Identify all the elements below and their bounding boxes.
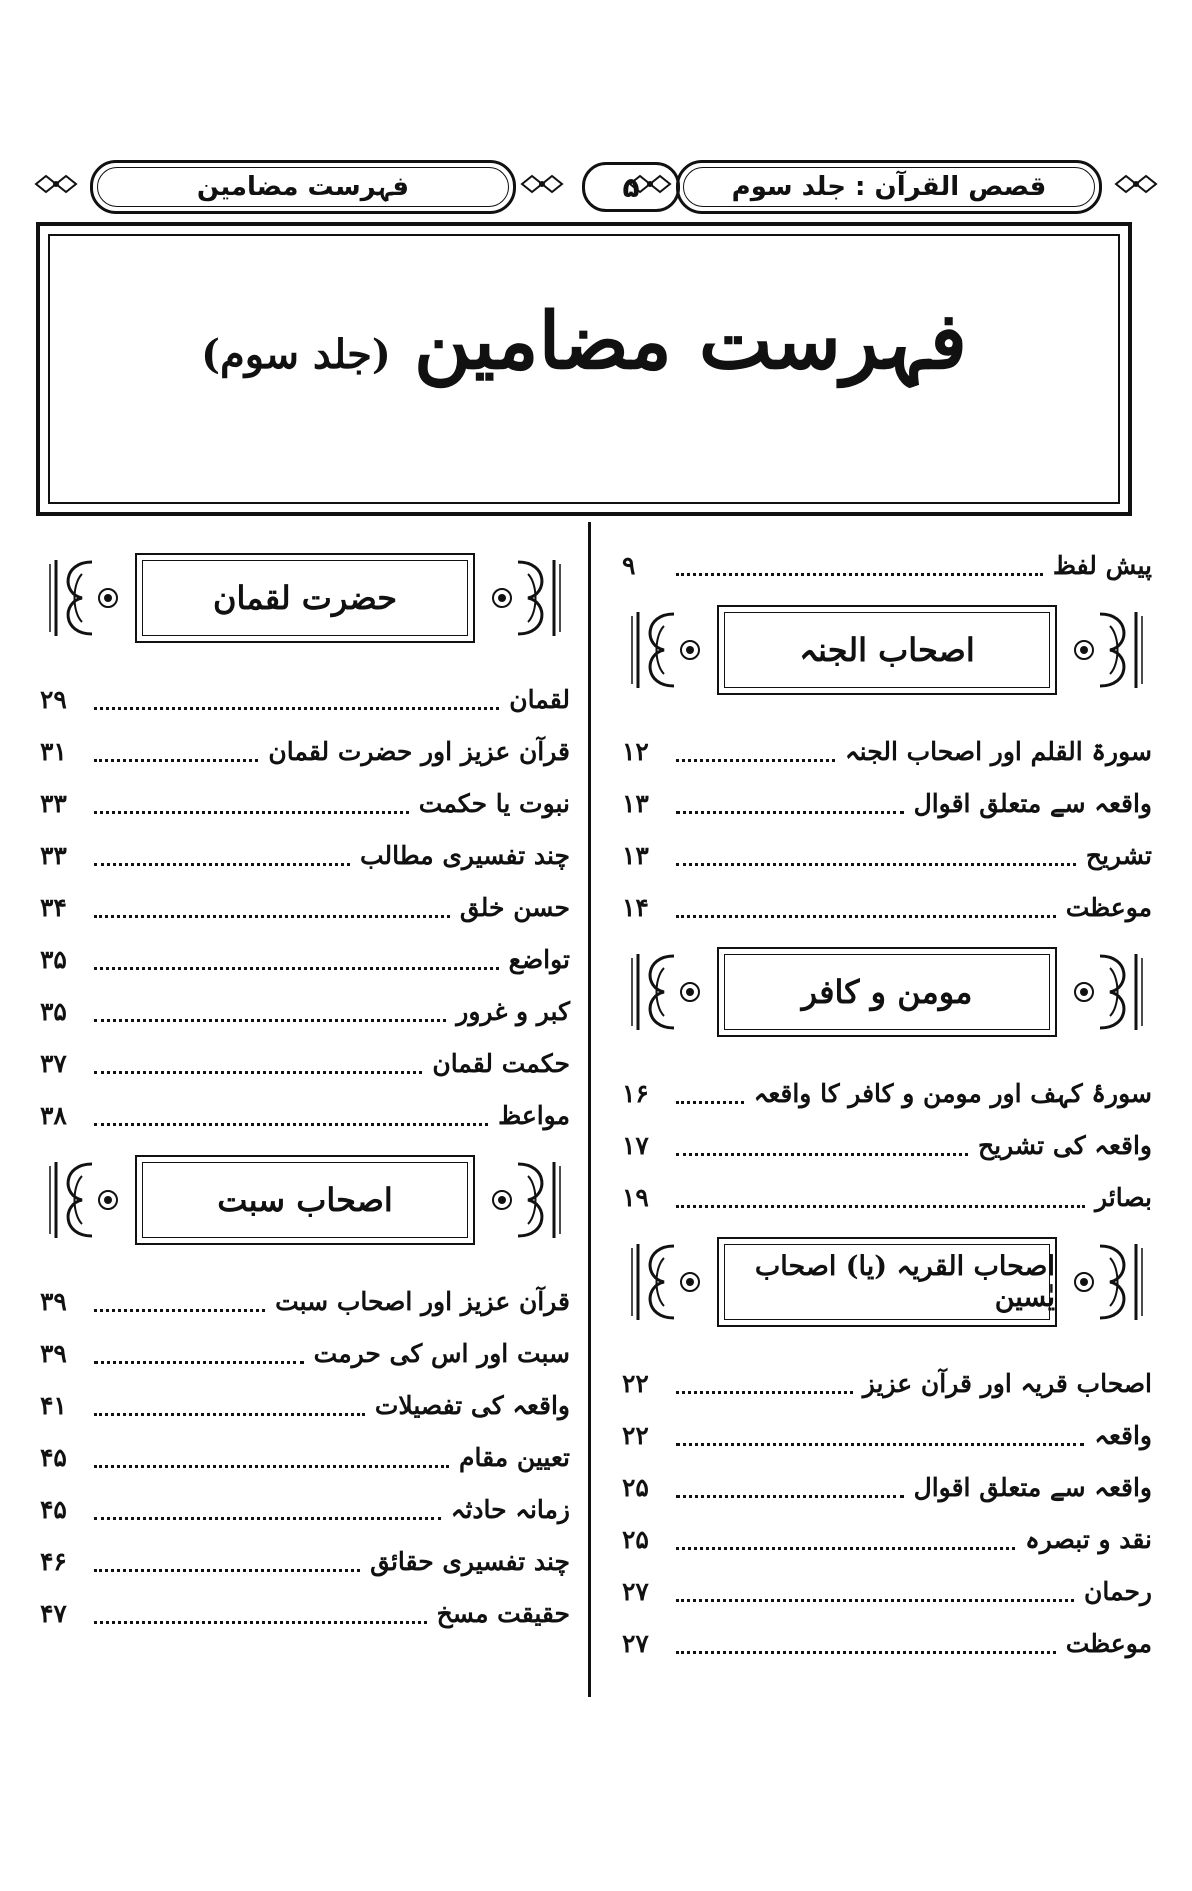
- ornamental-flourish-icon: [622, 606, 704, 694]
- toc-entry-page: ۴۷: [40, 1599, 67, 1628]
- toc-entry-title: واقعہ: [1094, 1421, 1152, 1450]
- dot-leader: [676, 863, 1076, 866]
- toc-entry: [622, 778, 1152, 830]
- section-title: مومن و کافر: [717, 947, 1057, 1037]
- dot-leader: [676, 759, 835, 762]
- toc-entry-page: ۳۳: [40, 841, 67, 870]
- section-title: اصحاب الجنہ: [717, 605, 1057, 695]
- dot-leader: [676, 1651, 1056, 1654]
- dot-leader: [676, 1101, 744, 1104]
- toc-entry: [622, 1566, 1152, 1618]
- diamond-ornament-icon: [1114, 170, 1158, 198]
- toc-entry: [40, 986, 570, 1038]
- toc-entry-title: لقمان: [509, 685, 570, 714]
- dot-leader: [94, 1123, 488, 1126]
- column-divider: [588, 522, 591, 1697]
- toc-entry-title: رحمان: [1084, 1577, 1152, 1606]
- dot-leader: [94, 967, 499, 970]
- ornamental-flourish-icon: [40, 1156, 122, 1244]
- page-number: ۵: [582, 162, 680, 212]
- title-box: [36, 222, 1132, 516]
- toc-entry-title: نبوت یا حکمت: [418, 789, 570, 818]
- toc-entry-page: ۴۱: [40, 1391, 67, 1420]
- diamond-ornament-icon: [34, 170, 78, 198]
- toc-entry-title: تعیین مقام: [459, 1443, 570, 1472]
- page-title: [40, 296, 1128, 387]
- toc-entry: [622, 1514, 1152, 1566]
- title-sub: (جلد سوم): [201, 331, 391, 378]
- toc-entry: [40, 1090, 570, 1142]
- dot-leader: [94, 1019, 446, 1022]
- dot-leader: [94, 1071, 422, 1074]
- ornamental-flourish-icon: [488, 1156, 570, 1244]
- ornamental-flourish-icon: [1070, 948, 1152, 1036]
- toc-entry-title: سورۃ القلم اور اصحاب الجنہ: [845, 737, 1152, 766]
- toc-entry-page: ۲۷: [622, 1629, 649, 1658]
- toc-entry-page: ۳۱: [40, 737, 67, 766]
- section-heading: [622, 600, 1152, 700]
- toc-entry: [40, 726, 570, 778]
- toc-entry-page: ۱۷: [622, 1131, 649, 1160]
- toc-entry: [40, 1380, 570, 1432]
- dot-leader: [94, 707, 499, 710]
- toc-entry-page: ۳۴: [40, 893, 67, 922]
- toc-entry-page: ۳۸: [40, 1101, 67, 1130]
- dot-leader: [94, 1413, 365, 1416]
- toc-column-left: [40, 540, 570, 1640]
- section-heading: [40, 548, 570, 648]
- toc-entry-title: واقعہ سے متعلق اقوال: [913, 789, 1152, 818]
- dot-leader: [676, 1443, 1084, 1446]
- section-title: اصحاب سبت: [135, 1155, 475, 1245]
- toc-entry: [40, 1484, 570, 1536]
- toc-entry-title: کبر و غرور: [456, 997, 570, 1026]
- toc-entry: [40, 1432, 570, 1484]
- book-title: قصص القرآن : جلد سوم: [676, 160, 1102, 214]
- toc-entry: [40, 1536, 570, 1588]
- ornamental-flourish-icon: [488, 554, 570, 642]
- toc-entry-page: ۲۲: [622, 1421, 649, 1450]
- toc-entry-page: ۳۹: [40, 1287, 67, 1316]
- toc-entry: [622, 1410, 1152, 1462]
- toc-entry-page: ۴۵: [40, 1495, 67, 1524]
- toc-entry-title: حقیقت مسخ: [436, 1599, 570, 1628]
- toc-entry-title: واقعہ کی تشریح: [978, 1131, 1152, 1160]
- toc-entry-title: واقعہ کی تفصیلات: [374, 1391, 570, 1420]
- toc-entry: [622, 1068, 1152, 1120]
- toc-entry: [622, 882, 1152, 934]
- toc-entry-title: واقعہ سے متعلق اقوال: [913, 1473, 1152, 1502]
- toc-entry-page: ۴۶: [40, 1547, 67, 1576]
- dot-leader: [94, 1621, 427, 1624]
- toc-entry-page: ۳۵: [40, 997, 67, 1026]
- dot-leader: [676, 1495, 904, 1498]
- toc-entry-page: ۲۹: [40, 685, 67, 714]
- toc-entry-title: پیش لفظ: [1052, 551, 1152, 580]
- toc-entry: [622, 1618, 1152, 1670]
- dot-leader: [94, 759, 258, 762]
- toc-entry-title: اصحاب قریہ اور قرآن عزیز: [862, 1369, 1152, 1398]
- dot-leader: [94, 1465, 449, 1468]
- toc-entry: [40, 882, 570, 934]
- dot-leader: [676, 1599, 1074, 1602]
- toc-entry-page: ۱۳: [622, 841, 649, 870]
- toc-entry-page: ۳۳: [40, 789, 67, 818]
- toc-entry: [40, 778, 570, 830]
- dot-leader: [94, 1309, 265, 1312]
- toc-entry: [40, 830, 570, 882]
- toc-entry-title: بصائر: [1094, 1183, 1152, 1212]
- dot-leader: [94, 1361, 304, 1364]
- toc-entry: [40, 1588, 570, 1640]
- toc-entry-page: ۳۵: [40, 945, 67, 974]
- toc-entry-title: موعظت: [1065, 1629, 1152, 1658]
- toc-entry-page: ۳۹: [40, 1339, 67, 1368]
- section-heading: [622, 1232, 1152, 1332]
- toc-entry-page: ۱۳: [622, 789, 649, 818]
- dot-leader: [94, 811, 409, 814]
- toc-entry-page: ۱۶: [622, 1079, 649, 1108]
- toc-entry-title: چند تفسیری مطالب: [359, 841, 570, 870]
- dot-leader: [94, 863, 350, 866]
- toc-column-right: [622, 540, 1152, 1670]
- dot-leader: [676, 1153, 968, 1156]
- title-main: فہرست مضامین: [413, 296, 967, 387]
- ornamental-flourish-icon: [40, 554, 122, 642]
- toc-entry-title: چند تفسیری حقائق: [370, 1547, 570, 1576]
- toc-entry-title: موعظت: [1065, 893, 1152, 922]
- toc-entry: [40, 1038, 570, 1090]
- toc-entry-page: ۱۴: [622, 893, 649, 922]
- ornamental-flourish-icon: [1070, 1238, 1152, 1326]
- toc-entry: [40, 1276, 570, 1328]
- dot-leader: [676, 1547, 1015, 1550]
- toc-entry: [622, 540, 1152, 592]
- toc-entry-page: ۱۹: [622, 1183, 649, 1212]
- toc-entry-title: زمانہ حادثہ: [450, 1495, 570, 1524]
- section-heading: [622, 942, 1152, 1042]
- dot-leader: [94, 1517, 441, 1520]
- ornamental-flourish-icon: [1070, 606, 1152, 694]
- toc-entry: [622, 1172, 1152, 1224]
- toc-entry-title: حسن خلق: [459, 893, 570, 922]
- toc-entry: [40, 674, 570, 726]
- toc-entry-title: تواضع: [508, 945, 570, 974]
- section-heading: [40, 1150, 570, 1250]
- toc-entry-page: ۲۵: [622, 1525, 649, 1554]
- diamond-ornament-icon: [520, 170, 564, 198]
- toc-entry-page: ۲۵: [622, 1473, 649, 1502]
- dot-leader: [676, 1205, 1085, 1208]
- section-title: فہرست مضامین: [90, 160, 516, 214]
- toc-entry-title: سبت اور اس کی حرمت: [313, 1339, 570, 1368]
- toc-entry: [40, 1328, 570, 1380]
- toc-entry-title: تشریح: [1085, 841, 1152, 870]
- toc-entry-page: ۲۷: [622, 1577, 649, 1606]
- toc-entry-page: ۹: [622, 551, 636, 580]
- toc-entry-title: مواعظ: [498, 1101, 570, 1130]
- dot-leader: [676, 915, 1056, 918]
- toc-entry: [622, 1120, 1152, 1172]
- toc-entry-title: قرآن عزیز اور حضرت لقمان: [268, 737, 570, 766]
- dot-leader: [94, 1569, 360, 1572]
- toc-entry-title: حکمت لقمان: [432, 1049, 570, 1078]
- dot-leader: [676, 1391, 853, 1394]
- toc-entry-page: ۴۵: [40, 1443, 67, 1472]
- toc-entry-page: ۲۲: [622, 1369, 649, 1398]
- toc-entry: [622, 1462, 1152, 1514]
- ornamental-flourish-icon: [622, 948, 704, 1036]
- ornamental-flourish-icon: [622, 1238, 704, 1326]
- dot-leader: [676, 811, 904, 814]
- toc-entry: [622, 830, 1152, 882]
- dot-leader: [676, 573, 1043, 576]
- dot-leader: [94, 915, 450, 918]
- toc-entry-page: ۳۷: [40, 1049, 67, 1078]
- toc-entry-title: قرآن عزیز اور اصحاب سبت: [275, 1287, 570, 1316]
- toc-entry-title: سورۂ کہف اور مومن و کافر کا واقعہ: [753, 1079, 1152, 1108]
- toc-entry-title: نقد و تبصرہ: [1025, 1525, 1152, 1554]
- section-title: حضرت لقمان: [135, 553, 475, 643]
- section-title: اصحاب القریہ (یا) اصحاب یٰسین: [717, 1237, 1057, 1327]
- toc-entry: [622, 726, 1152, 778]
- toc-entry-page: ۱۲: [622, 737, 649, 766]
- toc-entry: [40, 934, 570, 986]
- running-header: [30, 150, 1162, 220]
- toc-entry: [622, 1358, 1152, 1410]
